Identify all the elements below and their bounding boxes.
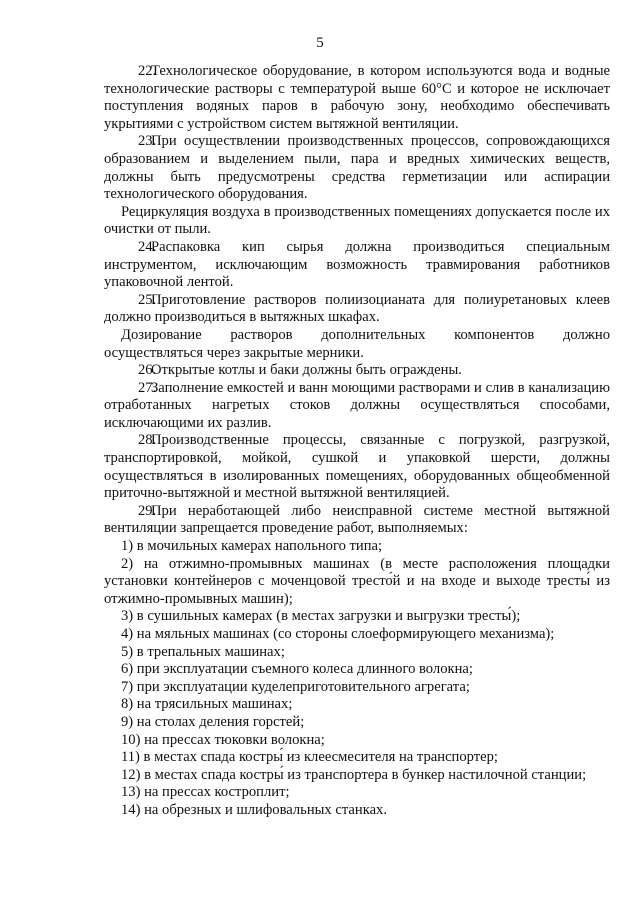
paragraph-23	[104, 133, 610, 203]
list-item: 1) в мочильных камерах напольного типа;	[121, 538, 383, 555]
paragraph-number: 25.	[138, 291, 157, 308]
list-item: 13) на прессах костроплит;	[121, 784, 290, 801]
list-item: 7) при эксплуатации куделеприготовительного агрегата;	[121, 678, 470, 695]
paragraph-dosing	[104, 327, 610, 362]
document-body	[104, 63, 610, 820]
list-item: 5) в трепальных машинах;	[121, 643, 285, 660]
paragraph-number: 29.	[138, 502, 157, 519]
paragraph-28	[104, 432, 610, 502]
paragraph-text: Технологическое оборудование, в котором используются вода и водные технологические растворы с температурой выше 60°С и которое не исключает поступления водяных паров в рабочую зону, необходимо обеспечивать укрытиями с устройством систем вытяжной вентиляции.	[104, 63, 610, 132]
list-item: 10) на прессах тюковки волокна;	[121, 731, 325, 748]
page-number: 5	[316, 35, 324, 51]
list-item: 2) на отжимно-промывных машинах (в месте расположения площадки установки контейнеров с моченцовой тресто́й и на входе и выходе тресты́ из отжимно-промывных машин);	[104, 555, 610, 607]
paragraph-number: 24.	[138, 238, 157, 255]
paragraph-25	[104, 292, 610, 327]
paragraph-text: Приготовление растворов полиизоцианата для полиуретановых клеев должно производиться в вытяжных шкафах.	[104, 291, 610, 326]
paragraph-text: При неработающей либо неисправной системе местной вытяжной вентиляции запрещается проведение работ, выполняемых:	[104, 502, 610, 537]
paragraph-recirculation	[104, 204, 610, 239]
paragraph-text: Дозирование растворов дополнительных компонентов должно осуществляться через закрытые мерники.	[104, 326, 610, 361]
paragraph-text: Производственные процессы, связанные с погрузкой, разгрузкой, транспортировкой, мойкой, сушкой и упаковкой шерсти, должны осуществляться в изолированных помещениях, оборудованных общеобменной приточно-вытяжной и местной вытяжной вентиляцией.	[104, 432, 610, 502]
list-item: 3) в сушильных камерах (в местах загрузки и выгрузки тресты́);	[121, 608, 521, 625]
paragraph-text: Распаковка кип сырья должна производиться специальным инструментом, исключающим возможность травмирования работников упаковочной лентой.	[104, 238, 610, 291]
list-item: 4) на мяльных машинах (со стороны слоеформирующего механизма);	[121, 626, 555, 642]
paragraph-number: 22.	[138, 63, 157, 79]
paragraph-27	[104, 380, 610, 433]
ventilation-work-list	[104, 538, 610, 820]
paragraph-text: При осуществлении производственных процессов, сопровождающихся образованием и выделением пыли, пара и вредных химических веществ, должны быть предусмотрены средства герметизации или аспирации технологического оборудования.	[104, 133, 610, 203]
paragraph-number: 26.	[138, 362, 157, 379]
list-item: 9) на столах деления горстей;	[121, 713, 305, 730]
paragraph-number: 27.	[138, 379, 157, 396]
paragraph-29	[104, 503, 610, 538]
paragraph-text: Открытые котлы и баки должны быть ограждены.	[151, 362, 462, 379]
paragraph-number: 28.	[138, 432, 157, 449]
paragraph-26	[104, 362, 610, 380]
list-item: 8) на трясильных машинах;	[121, 696, 293, 713]
paragraph-text: Заполнение емкостей и ванн моющими растворами и слив в канализацию отработанных нагретых стоков должны осуществляться способами, исключающими их разлив.	[104, 379, 610, 431]
paragraph-text: Рециркуляция воздуха в производственных помещениях допускается после их очистки от пыли.	[104, 203, 610, 238]
paragraph-number: 23.	[138, 133, 157, 150]
list-item: 6) при эксплуатации съемного колеса длинного волокна;	[121, 661, 473, 678]
list-item: 11) в местах спада костры́ из клеесмесителя на транспортер;	[121, 749, 498, 766]
paragraph-22	[104, 63, 610, 133]
list-item: 14) на обрезных и шлифовальных станках.	[121, 801, 387, 818]
paragraph-24	[104, 239, 610, 292]
list-item: 12) в местах спада костры́ из транспортера в бункер настилочной станции;	[121, 766, 587, 783]
